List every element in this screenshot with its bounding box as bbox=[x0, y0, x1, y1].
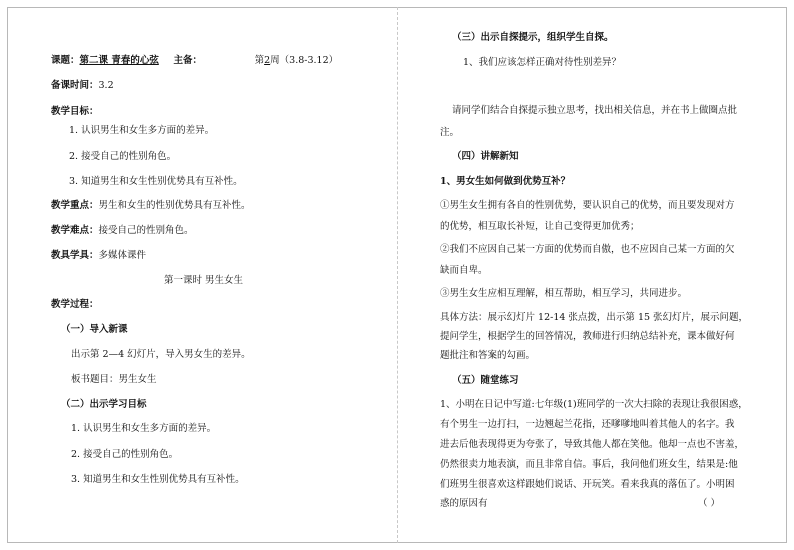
practice-line: 1、小明在日记中写道:七年级(1)班同学的一次大扫除的表现让我很困惑， bbox=[440, 399, 748, 410]
goal-item: 1. 认识男生和女生多方面的差异。 bbox=[71, 423, 217, 434]
section-goals-heading: （二）出示学习目标 bbox=[61, 399, 147, 410]
practice-line: 进去后他表现得更为夸张了，导致其他人都在笑他。他却一点也不害羞， bbox=[440, 439, 745, 450]
key-point-label: 教学重点： bbox=[51, 200, 99, 211]
prep-time bbox=[51, 79, 114, 93]
week-number: 2 bbox=[264, 55, 271, 66]
explain-point-cont: 缺而自卑。 bbox=[440, 265, 488, 276]
section-import-body: 出示第 2—4 幻灯片，导入男女生的差异。 bbox=[71, 349, 251, 360]
answer-blank[interactable]: （ ） bbox=[698, 498, 721, 509]
section-explain-heading: （四）讲解新知 bbox=[452, 151, 519, 162]
tools-label: 教具学具： bbox=[51, 250, 99, 261]
lesson-header bbox=[51, 54, 338, 68]
prep-time-label: 备课时间： bbox=[51, 80, 99, 91]
key-point-value: 男生和女生的性别优势具有互补性。 bbox=[98, 200, 251, 211]
method-text-cont: 提问学生，根据学生的回答情况，教师进行归纳总结补充，课本做好何 bbox=[440, 331, 735, 342]
objectives-heading: 教学目标： bbox=[51, 106, 99, 117]
section-selfstudy-heading: （三）出示自探提示，组织学生自探。 bbox=[452, 32, 614, 43]
objective-item: 3. 知道男生和女生性别优势具有互补性。 bbox=[69, 176, 243, 187]
practice-line: 仍然很卖力地表演，而且非常自信。事后，我问他们班女生，结果是:他 bbox=[440, 459, 738, 470]
lesson-title: 第一课时 男生女生 bbox=[164, 275, 244, 286]
process-heading: 教学过程： bbox=[51, 299, 99, 310]
method-text: 具体方法：展示幻灯片 12-14 张点拨，出示第 15 张幻灯片，展示问题， bbox=[440, 312, 749, 323]
preparer-label: 主备： bbox=[173, 55, 202, 66]
method-text-cont: 题批注和答案的勾画。 bbox=[440, 350, 536, 361]
selfstudy-instruction: 请同学们结合自探提示独立思考，找出相关信息，并在书上做圈点批 bbox=[452, 105, 738, 116]
explain-point-cont: 的优势，相互取长补短，让自己变得更加优秀； bbox=[440, 221, 640, 232]
objective-item: 2. 接受自己的性别角色。 bbox=[69, 151, 177, 162]
week-suffix: 周（3.8-3.12） bbox=[270, 55, 339, 66]
week-prefix: 第 bbox=[254, 55, 265, 66]
section-import-heading: （一）导入新课 bbox=[61, 324, 128, 335]
practice-line: 有个男生一边打扫，一边翘起兰花指，还嗲嗲地叫着其他人的名字。我 bbox=[440, 419, 735, 430]
board-title: 板书题目：男生女生 bbox=[71, 374, 157, 385]
section-practice-heading: （五）随堂练习 bbox=[452, 375, 519, 386]
difficulty-value: 接受自己的性别角色。 bbox=[98, 225, 194, 236]
practice-line: 们班男生很喜欢这样跟她们说话、开玩笑。看来我真的落伍了。小明困 bbox=[440, 479, 735, 490]
tools-value: 多媒体课件 bbox=[98, 250, 147, 261]
explain-point: ③男生女生应相互理解，相互帮助，相互学习，共同进步。 bbox=[440, 288, 688, 299]
goal-item: 2. 接受自己的性别角色。 bbox=[71, 449, 179, 460]
prep-time-value: 3.2 bbox=[98, 80, 114, 91]
selfstudy-instruction-cont: 注。 bbox=[440, 127, 460, 138]
explain-point: ①男生女生拥有各自的性别优势，要认识自己的优势，而且要发现对方 bbox=[440, 200, 735, 211]
explain-point: ②我们不应因自己某一方面的优势而自傲，也不应因自己某一方面的欠 bbox=[440, 244, 735, 255]
tools bbox=[51, 249, 146, 263]
explain-question: 1、男女生如何做到优势互补？ bbox=[440, 176, 571, 187]
practice-line-last: 惑的原因有 bbox=[440, 498, 488, 509]
difficulty-label: 教学难点： bbox=[51, 225, 99, 236]
column-divider bbox=[397, 7, 398, 543]
topic-label: 课题： bbox=[51, 55, 80, 66]
objective-item: 1. 认识男生和女生多方面的差异。 bbox=[69, 125, 215, 136]
topic-title: 第二课 青春的心弦 bbox=[79, 55, 159, 66]
goal-item: 3. 知道男生和女生性别优势具有互补性。 bbox=[71, 474, 245, 485]
key-point bbox=[51, 199, 251, 213]
difficulty bbox=[51, 224, 194, 238]
selfstudy-question: 1、我们应该怎样正确对待性别差异？ bbox=[463, 57, 622, 68]
